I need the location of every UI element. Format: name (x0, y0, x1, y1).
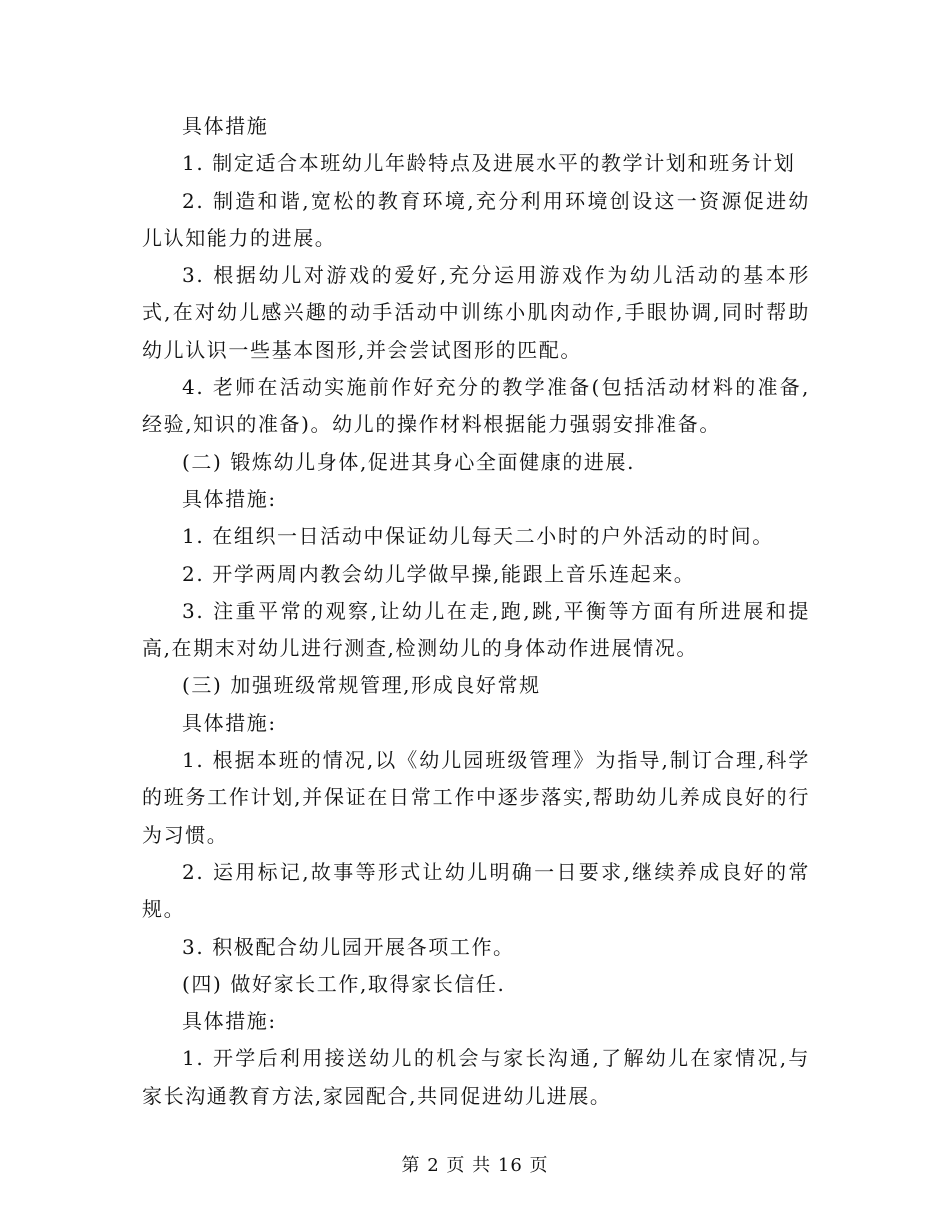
list-item: 1. 根据本班的情况,以《幼儿园班级管理》为指导,制订合理,科学的班务工作计划,并保证在日常工作中逐步落实,帮助幼儿养成良好的行为习惯。 (142, 748, 810, 847)
list-item: 3. 积极配合幼儿园开展各项工作。 (182, 934, 515, 959)
heading-measures-1: 具体措施 (182, 114, 269, 138)
list-item: 2. 制造和谐,宽松的教育环境,充分利用环境创设这一资源促进幼儿认知能力的进展。 (142, 188, 810, 250)
list-item: 2. 开学两周内教会幼儿学做早操,能跟上音乐连起来。 (182, 561, 696, 586)
footer-prefix: 第 (401, 1155, 421, 1176)
section-heading-3: (三) 加强班级常规管理,形成良好常规 (182, 673, 541, 698)
heading-measures-3: 具体措施: (182, 710, 277, 735)
list-item: 1. 开学后利用接送幼儿的机会与家长沟通,了解幼儿在家情况,与家长沟通教育方法,家园配合,共同促进幼儿进展。 (142, 1046, 810, 1108)
section-heading-4: (四) 做好家长工作,取得家长信任. (182, 971, 506, 996)
page-footer (0, 1154, 950, 1178)
footer-suffix: 页 (529, 1155, 549, 1176)
list-item: 3. 注重平常的观察,让幼儿在走,跑,跳,平衡等方面有所进展和提高,在期末对幼儿进行测查,检测幼儿的身体动作进展情况。 (142, 598, 810, 661)
footer-total-pages: 16 (497, 1155, 523, 1176)
section-heading-2: (二) 锻炼幼儿身体,促进其身心全面健康的进展. (182, 449, 636, 474)
heading-measures-2: 具体措施: (182, 486, 277, 511)
list-item: 3. 根据幼儿对游戏的爱好,充分运用游戏作为幼儿活动的基本形式,在对幼儿感兴趣的动手活动中训练小肌肉动作,手眼协调,同时帮助幼儿认识一些基本图形,并会尝试图形的匹配。 (142, 263, 810, 362)
list-item: 1. 在组织一日活动中保证幼儿每天二小时的户外活动的时间。 (182, 524, 774, 549)
list-item: 4. 老师在活动实施前作好充分的教学准备(包括活动材料的准备,经验,知识的准备)。幼儿的操作材料根据能力强弱安排准备。 (142, 375, 810, 437)
list-item: 2. 运用标记,故事等形式让幼儿明确一日要求,继续养成良好的常规。 (142, 859, 810, 922)
document-body (142, 108, 810, 1115)
heading-measures-4: 具体措施: (182, 1009, 277, 1034)
footer-page-number: 2 (427, 1155, 440, 1176)
footer-middle: 页 共 (446, 1155, 492, 1176)
list-item: 1. 制定适合本班幼儿年龄特点及进展水平的教学计划和班务计划 (182, 151, 796, 176)
